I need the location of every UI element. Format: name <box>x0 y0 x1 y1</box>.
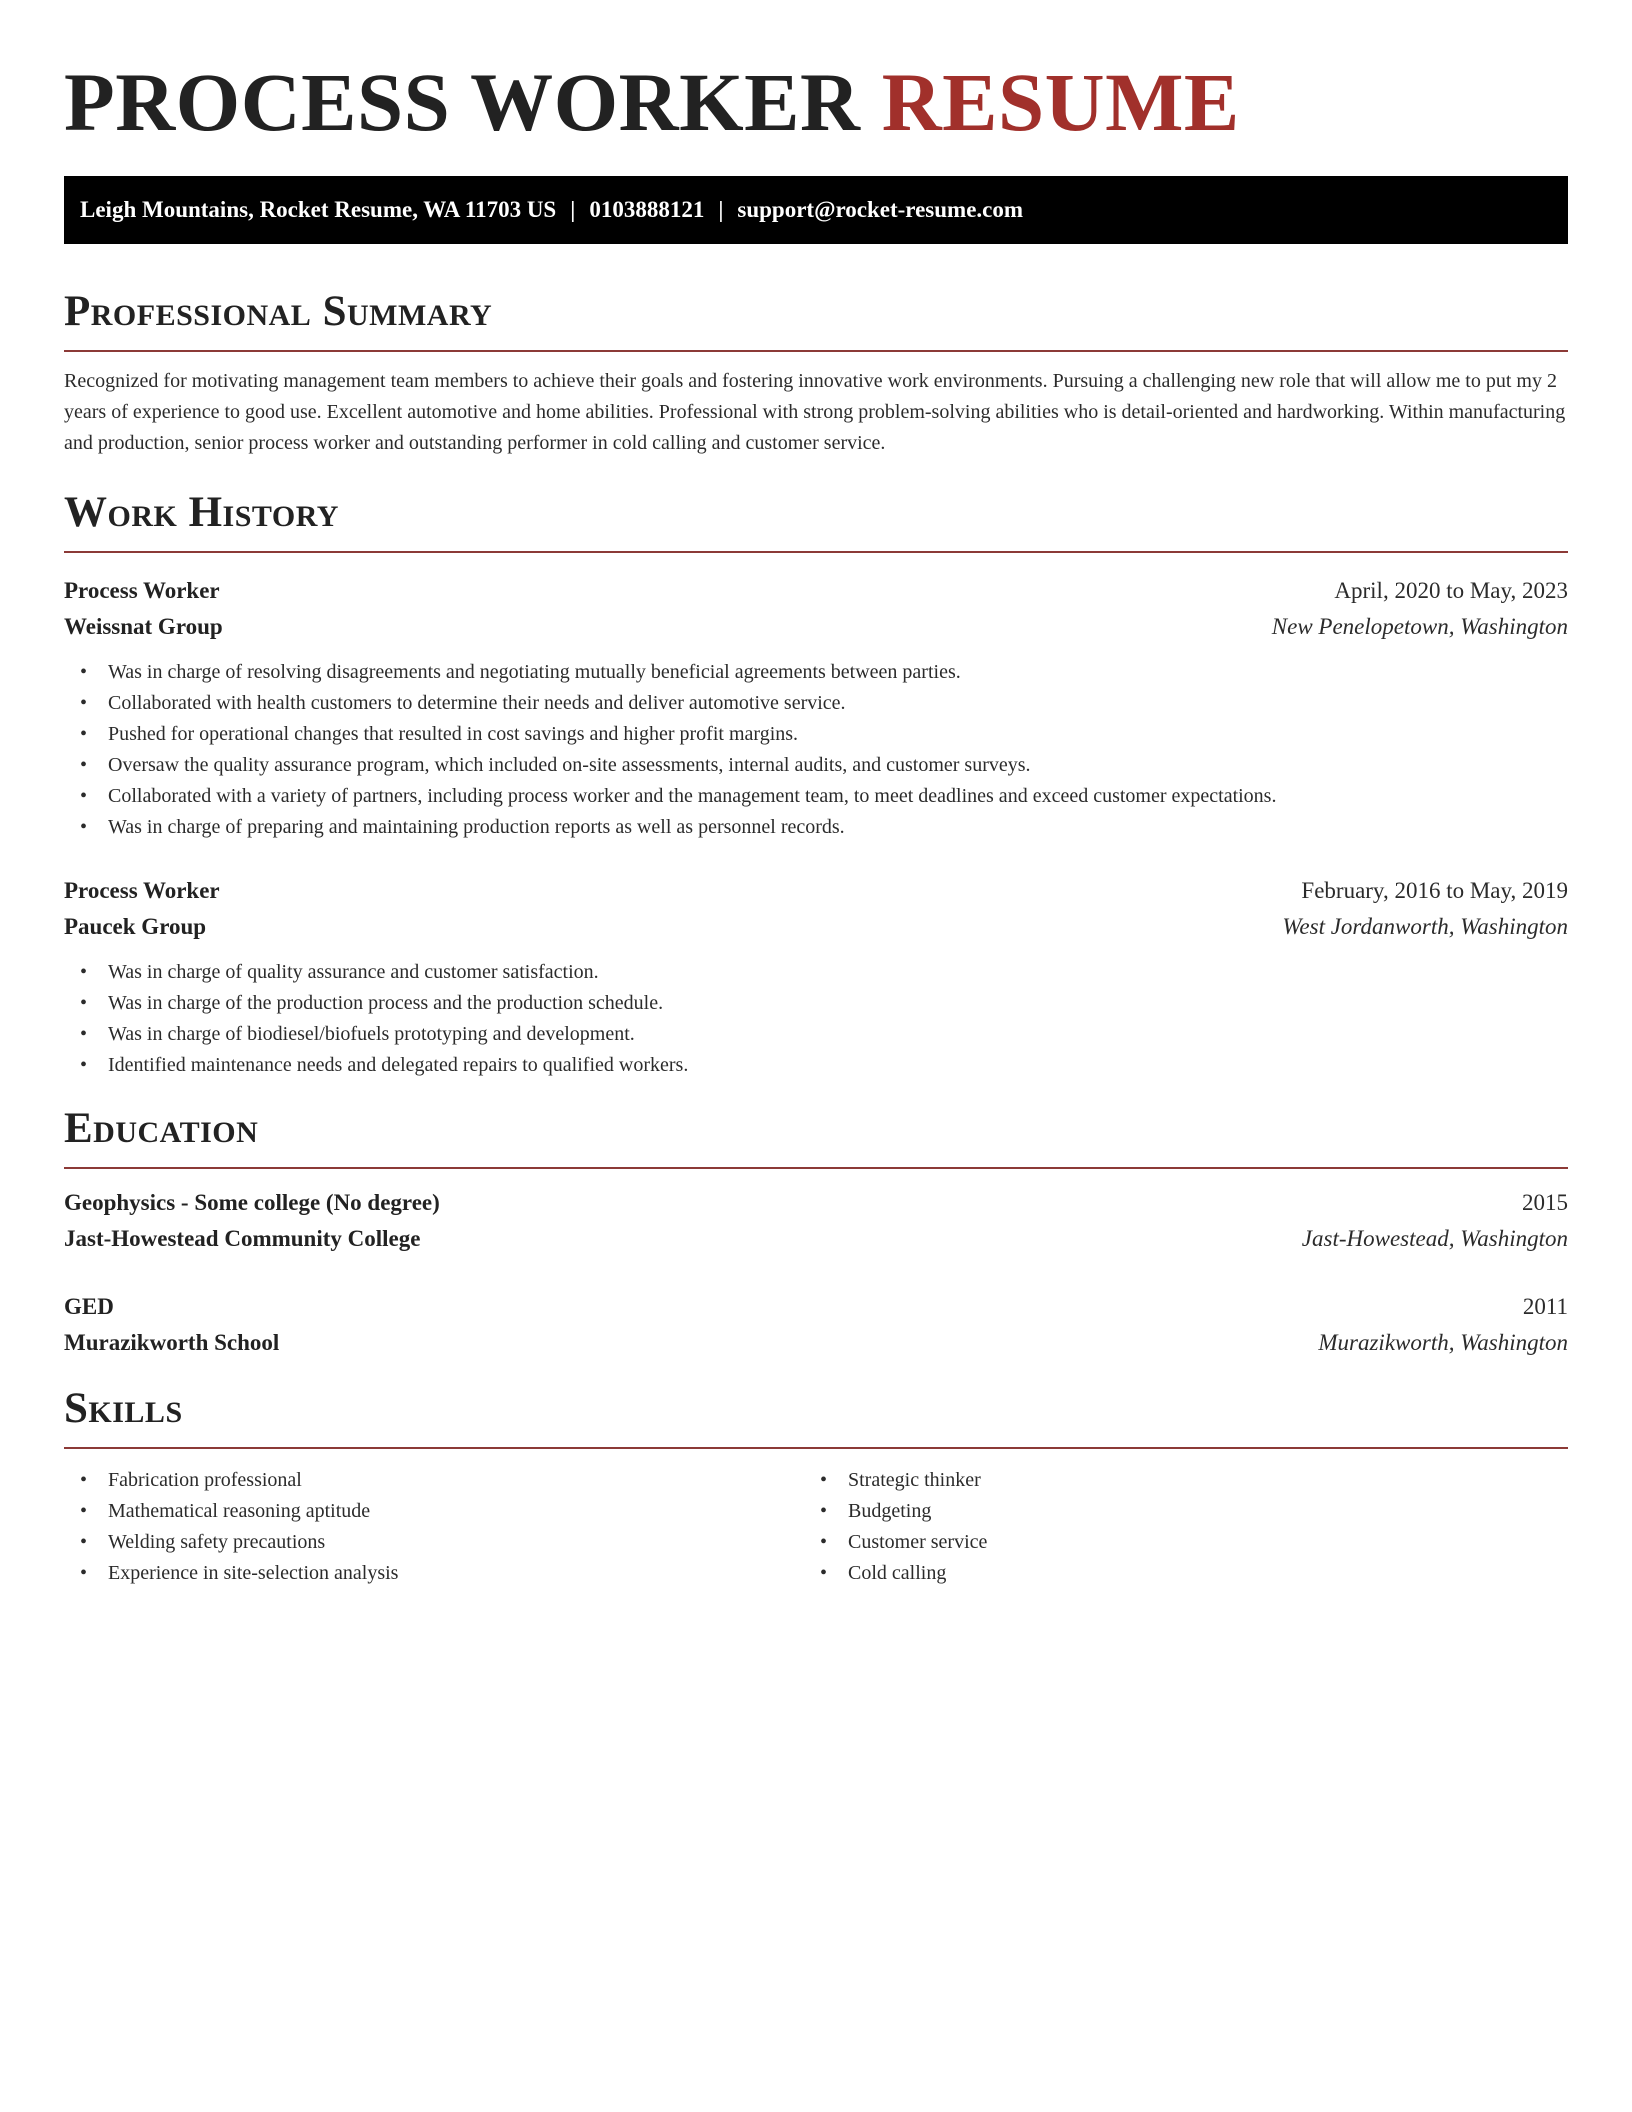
skill-item: • Strategic thinker <box>804 1465 1544 1496</box>
education-school-row <box>64 1325 1568 1361</box>
resume-title <box>64 0 1568 152</box>
contact-email[interactable]: support@rocket-resume.com <box>737 197 1024 222</box>
skills-heading: Skills <box>64 1385 183 1432</box>
education-school: Jast-Howestead Community College <box>64 1226 421 1251</box>
list-item: • Identified maintenance needs and delegated repairs to qualified workers. <box>64 1050 1568 1081</box>
education-degree: GED <box>64 1294 114 1319</box>
job-title-row <box>64 873 1568 909</box>
education-entry <box>64 1185 1568 1257</box>
list-item: • Pushed for operational changes that resulted in cost savings and higher profit margins. <box>64 719 1568 750</box>
education-location: Murazikworth, Washington <box>1318 1330 1568 1355</box>
skill-item: • Cold calling <box>804 1558 1544 1589</box>
job-entry <box>64 573 1568 843</box>
list-item: • Was in charge of biodiesel/biofuels prototyping and development. <box>64 1019 1568 1050</box>
skill-item: • Mathematical reasoning aptitude <box>64 1496 804 1527</box>
job-location: New Penelopetown, Washington <box>1271 614 1568 639</box>
contact-address: Leigh Mountains, Rocket Resume, WA 11703 US <box>80 197 557 222</box>
section-divider <box>64 1167 1568 1169</box>
education-degree-row <box>64 1185 1568 1221</box>
education-year: 2011 <box>1522 1294 1568 1319</box>
skill-item: • Budgeting <box>804 1496 1544 1527</box>
job-company-row <box>64 609 1568 645</box>
job-dates: February, 2016 to May, 2019 <box>1301 878 1568 903</box>
summary-heading: Professional Summary <box>64 288 493 335</box>
list-item: • Oversaw the quality assurance program, which included on-site assessments, internal audits, and customer surveys. <box>64 750 1568 781</box>
skill-item: • Welding safety precautions <box>64 1527 804 1558</box>
contact-bar <box>64 176 1568 244</box>
education-year: 2015 <box>1522 1190 1568 1215</box>
job-title-row <box>64 573 1568 609</box>
job-dates: April, 2020 to May, 2023 <box>1334 578 1568 603</box>
skill-item: • Customer service <box>804 1527 1544 1558</box>
contact-phone: 0103888121 <box>589 197 705 222</box>
section-divider <box>64 1447 1568 1449</box>
skills-list <box>64 1465 1568 1589</box>
education-heading: Education <box>64 1105 259 1152</box>
education-entry <box>64 1289 1568 1361</box>
education-degree-row <box>64 1289 1568 1325</box>
section-divider <box>64 551 1568 553</box>
skill-item: • Experience in site-selection analysis <box>64 1558 804 1589</box>
skills-bullets <box>64 1465 804 1589</box>
job-entry <box>64 873 1568 1081</box>
section-divider <box>64 350 1568 352</box>
job-bullets <box>64 657 1568 843</box>
education-degree: Geophysics - Some college (No degree) <box>64 1190 440 1215</box>
contact-separator: | <box>718 197 724 222</box>
job-company: Weissnat Group <box>64 614 223 639</box>
skill-item: • Fabrication professional <box>64 1465 804 1496</box>
title-accent: RESUME <box>881 56 1240 148</box>
education-school-row <box>64 1221 1568 1257</box>
list-item: • Was in charge of resolving disagreements and negotiating mutually beneficial agreements between parties. <box>64 657 1568 688</box>
job-location: West Jordanworth, Washington <box>1282 914 1568 939</box>
job-title: Process Worker <box>64 878 220 903</box>
list-item: • Collaborated with health customers to determine their needs and deliver automotive service. <box>64 688 1568 719</box>
list-item: • Collaborated with a variety of partners, including process worker and the management team, to meet deadlines and exceed customer expectations. <box>64 781 1568 812</box>
skills-bullets <box>804 1465 1544 1589</box>
list-item: • Was in charge of preparing and maintaining production reports as well as personnel records. <box>64 812 1568 843</box>
job-company-row <box>64 909 1568 945</box>
job-bullets <box>64 957 1568 1081</box>
summary-text: Recognized for motivating management team members to achieve their goals and fostering innovative work environments. Pursuing a challenging new role that will allow me to put my 2 years of experience to good use. Excellent automotive and home abilities. Professional with strong problem-solving abilities who is detail-oriented and hardworking. Within manufacturing and production, senior process worker and outstanding performer in cold calling and customer service. <box>64 370 1566 454</box>
job-title: Process Worker <box>64 578 220 603</box>
job-company: Paucek Group <box>64 914 207 939</box>
education-school: Murazikworth School <box>64 1330 280 1355</box>
skills-column-right <box>804 1465 1544 1589</box>
list-item: • Was in charge of the production process and the production schedule. <box>64 988 1568 1019</box>
work-history-heading: Work History <box>64 489 339 536</box>
list-item: • Was in charge of quality assurance and customer satisfaction. <box>64 957 1568 988</box>
title-main: PROCESS WORKER <box>64 56 861 148</box>
education-location: Jast-Howestead, Washington <box>1301 1226 1568 1251</box>
contact-separator: | <box>570 197 576 222</box>
skills-column-left <box>64 1465 804 1589</box>
